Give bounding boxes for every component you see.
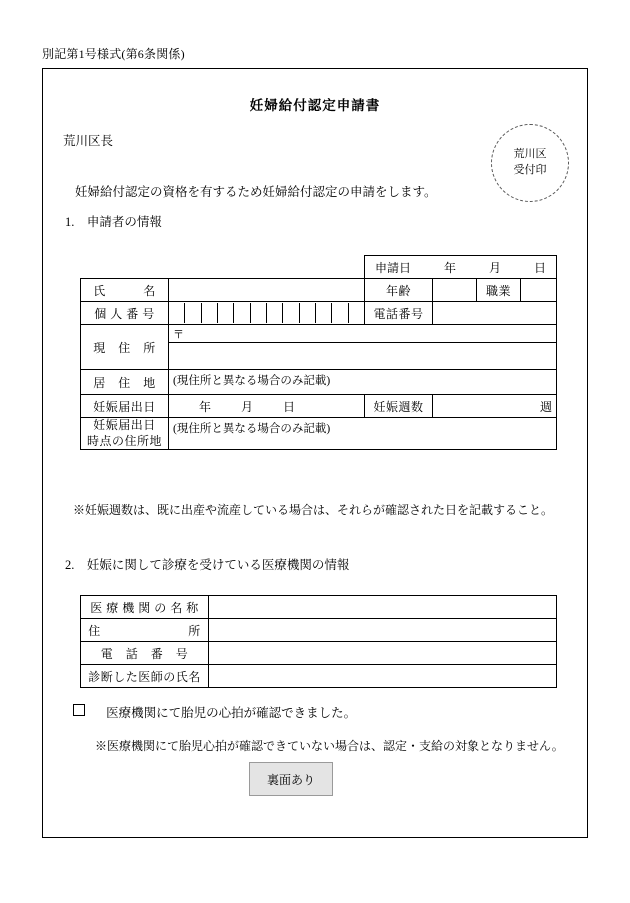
row-label-institution-name: 医 療 機 関 の 名 称 <box>81 596 209 619</box>
spacer-cell <box>169 256 365 279</box>
applicant-info-table <box>80 255 557 450</box>
medical-institution-table <box>80 595 557 688</box>
row-label-name: 氏 名 <box>81 279 169 302</box>
weeks-unit: 週 <box>539 399 552 414</box>
page-title: 妊婦給付認定申請書 <box>249 98 381 113</box>
report-date-month: 月 <box>241 399 254 414</box>
address-at-report-line2: 時点の住所地 <box>86 433 162 448</box>
doctor-name-input[interactable] <box>209 665 557 688</box>
addressee: 荒川区長 <box>63 134 114 148</box>
application-date-year: 年 <box>443 260 456 275</box>
pregnancy-report-date-input[interactable] <box>169 395 365 418</box>
note-gestational-weeks: ※妊娠週数は、既に出産や流産している場合は、それらが確認された日を記載すること。 <box>73 503 554 517</box>
table-row <box>81 395 557 418</box>
personal-number-input[interactable] <box>169 302 365 325</box>
application-date-month: 月 <box>488 260 501 275</box>
table-row <box>81 302 557 325</box>
row-label-occupation: 職業 <box>477 279 521 302</box>
stamp-line-2: 受付印 <box>513 164 547 176</box>
lead-text: 妊婦給付認定の資格を有するため妊婦給付認定の申請をします。 <box>75 185 437 199</box>
row-label-phone: 電話番号 <box>365 302 433 325</box>
document-code: 別記第1号様式(第6条関係) <box>42 47 185 61</box>
age-input[interactable] <box>433 279 477 302</box>
application-date-cell <box>365 256 557 279</box>
heartbeat-checkbox-label: 医療機関にて胎児の心拍が確認できました。 <box>106 706 357 720</box>
section-1-heading: 1. 申請者の情報 <box>65 215 162 229</box>
row-label-institution-address: 住 所 <box>81 619 209 642</box>
row-label-address-at-report <box>81 418 169 450</box>
form-frame <box>42 68 588 838</box>
gestational-weeks-input[interactable] <box>433 395 557 418</box>
address-at-report-line1: 妊娠届出日 <box>93 418 156 432</box>
table-row <box>81 370 557 395</box>
spacer-cell <box>81 256 169 279</box>
row-label-personal-number: 個 人 番 号 <box>81 302 169 325</box>
heartbeat-checkbox[interactable] <box>73 704 85 716</box>
postal-mark: 〒 <box>173 329 184 341</box>
report-date-year: 年 <box>199 399 212 414</box>
row-label-doctor-name: 診断した医師の氏名 <box>81 665 209 688</box>
row-label-current-address: 現 住 所 <box>81 325 169 370</box>
row-label-pregnancy-report-date: 妊娠届出日 <box>81 395 169 418</box>
current-address-input[interactable] <box>169 343 557 370</box>
institution-address-input[interactable] <box>209 619 557 642</box>
table-row <box>81 642 557 665</box>
table-row <box>81 619 557 642</box>
stamp-line-1: 荒川区 <box>513 148 547 161</box>
address-at-report-input[interactable] <box>169 418 557 450</box>
note-heartbeat: ※医療機関にて胎児心拍が確認できていない場合は、認定・支給の対象となりません。 <box>95 739 564 753</box>
section-2-heading: 2. 妊娠に関して診療を受けている医療機関の情報 <box>65 558 350 572</box>
phone-input[interactable] <box>433 302 557 325</box>
table-row <box>81 665 557 688</box>
application-date-day: 日 <box>533 260 546 275</box>
address-at-report-note: (現住所と異なる場合のみ記載) <box>173 423 331 435</box>
back-side-button[interactable]: 裏面あり <box>249 762 333 796</box>
occupation-input[interactable] <box>521 279 557 302</box>
table-row <box>81 596 557 619</box>
postal-code-input[interactable] <box>169 325 557 343</box>
row-label-institution-phone: 電 話 番 号 <box>81 642 209 665</box>
table-row <box>81 325 557 343</box>
reception-stamp <box>491 124 569 202</box>
residence-input[interactable] <box>169 370 557 395</box>
institution-name-input[interactable] <box>209 596 557 619</box>
institution-phone-input[interactable] <box>209 642 557 665</box>
residence-note: (現住所と異なる場合のみ記載) <box>173 375 331 387</box>
table-row <box>81 256 557 279</box>
report-date-day: 日 <box>283 399 296 414</box>
row-label-age: 年齢 <box>365 279 433 302</box>
application-date-label: 申請日 <box>375 260 412 275</box>
heartbeat-check-line <box>73 703 356 721</box>
row-label-gestational-weeks: 妊娠週数 <box>365 395 433 418</box>
table-row <box>81 279 557 302</box>
row-label-residence: 居 住 地 <box>81 370 169 395</box>
table-row <box>81 418 557 450</box>
name-input[interactable] <box>169 279 365 302</box>
